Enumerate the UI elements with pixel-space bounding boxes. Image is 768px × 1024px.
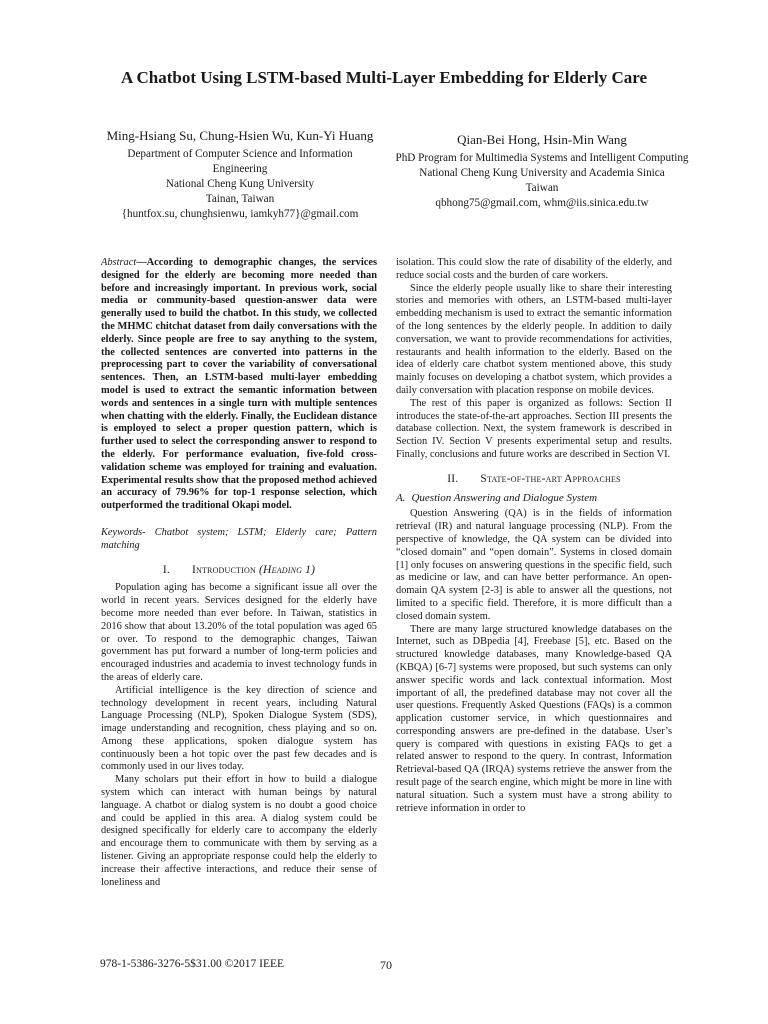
author-names: Ming-Hsiang Su, Chung-Hsien Wu, Kun-Yi Huang — [106, 128, 374, 143]
paper-title: A Chatbot Using LSTM-based Multi-Layer Embedding for Elderly Care — [120, 68, 648, 87]
author-names: Qian-Bei Hong, Hsin-Min Wang — [457, 132, 627, 147]
author-email: qbhong75@gmail.com, whm@iis.sinica.edu.tw — [435, 197, 649, 209]
abstract-text: —According to demographic changes, the services designed for the elderly are becoming more needed than before and increasingly important. In previous work, social media or community-based question-answer data were generally used to build the chatbot. In this study, we collected the MHMC chitchat dataset from daily conversations with the elderly. Since people are free to say anything to the system, the collected sentences are converted into patterns in the preprocessing part to cover the variability of conversational sentences. Then, an LSTM-based multi-layer embedding model is used to extract the semantic information between words and sentences in a single turn with multiple sentences when chatting with the elderly. Finally, the Euclidean distance is employed to select a proper question pattern, which is further used to select the corresponding answer to respond to the elderly. For performance evaluation, five-fold cross-validation scheme was employed for training and evaluation. Experimental results show that the proposed method achieved an accuracy of 79.96% for top-1 response selection, which outperformed the traditional Okapi model. — [101, 257, 377, 512]
abstract — [101, 257, 377, 513]
subsection-heading-qa: A. Question Answering and Dialogue System — [396, 491, 598, 504]
section-heading-state-of-the-art: II. State-of-the-art Approaches — [447, 472, 621, 485]
author-university: National Cheng Kung University — [165, 178, 315, 190]
author-email: {huntfox.su, chunghsienwu, iamkyh77}@gmail.com — [121, 208, 359, 220]
abstract-label: Abstract — [101, 257, 137, 268]
right-column — [396, 257, 672, 815]
author-city: Tainan, Taiwan — [205, 193, 275, 205]
author-department: PhD Program for Multimedia Systems and Intelligent Computing — [395, 152, 689, 164]
author-block-right — [392, 132, 692, 211]
footer-isbn: 978-1-5386-3276-5$31.00 ©2017 IEEE — [100, 958, 285, 970]
paragraph: Artificial intelligence is the key direction of science and technology development in recent years, including Natural Language Processing (NLP), Spoken Dialogue System (SDS), image understanding and recognition, chess playing and so on. Among these applications, spoken dialogue system has continuously been a hot topic over the past few decades and is commonly used in our lives today. — [101, 684, 377, 773]
author-university: National Cheng Kung University and Academia Sinica — [419, 167, 665, 179]
paragraph: Question Answering (QA) is in the fields of information retrieval (IR) and natural language processing (NLP). From the perspective of knowledge, the QA system can be divided into “closed domain” and “open domain”. Systems in closed domain [1] only focuses on answering questions in the specific field, such as medicine or law, and can have better performance. An open-domain QA system [2-3] is able to answer all the questions, not limited to a specific field. Therefore, it is more difficult than a closed domain system. — [396, 508, 672, 622]
author-department: Department of Computer Science and Information Engineering — [127, 148, 353, 175]
author-block-left — [100, 128, 380, 222]
paragraph: isolation. This could slow the rate of disability of the elderly, and reduce social costs and the burden of care workers. — [396, 257, 672, 281]
left-column — [101, 257, 377, 889]
author-city: Taiwan — [525, 182, 559, 194]
paragraph: Many scholars put their effort in how to build a dialogue system which can interact with human beings by natural language. A chatbot or dialog system is no doubt a good choice and could be applied in this area. A dialog system could be designed specifically for elderly care to accompany the elderly and encourage them to communicate with them by serving as a listener. Giving an appropriate response could help the elderly to increase their affective interactions, and reduce their sense of loneliness and — [101, 774, 377, 888]
keywords: Keywords- Chatbot system; LSTM; Elderly care; Pattern matching — [101, 526, 377, 551]
paragraph: Since the elderly people usually like to share their interesting stories and memories with others, an LSTM-based multi-layer embedding mechanism is used to extract the semantic information of the long sentences by the elderly people. In addition to daily conversation, we want to provide recommendations for activities, restaurants and health information to the elderly. Based on the idea of elderly care chatbot system mentioned above, this study mainly focuses on developing a chatbot system, which provides a daily conversation with placation response on mobile devices. — [396, 282, 672, 396]
paragraph: Population aging has become a significant issue all over the world in recent years. Services designed for the elderly have become more needed than ever before. In Taiwan, statistics in 2016 show that about 13.20% of the total population was aged 65 or over. To respond to the demographic changes, Taiwan government has put forward a number of long-term policies and encouraged industries and academia to invest technology funds in the areas of elderly care. — [101, 582, 377, 683]
paragraph: The rest of this paper is organized as follows: Section II introduces the state-of-the-art approaches. Section III presents the database collection. Next, the system framework is described in Section IV. Section V presents experimental setup and results. Finally, conclusions and future works are described in Section VI. — [396, 397, 672, 460]
section-heading-introduction: I. Introduction (Heading 1) — [162, 563, 316, 576]
page-number: 70 — [380, 958, 392, 972]
paragraph: There are many large structured knowledge databases on the Internet, such as DBpedia [4], Freebase [5], etc. Based on the structured knowledge databases, many Knowledge-based QA (KBQA) [6-7] systems were proposed, but such systems can only answer specific words and lack contextual information. Most important of all, the predefined database may not cover all the user questions. Frequently Asked Questions (FAQs) is a common application customer service, in which questionnaires and corresponding answers are pre-defined in the database. User’s query is compared with questions in existing FAQs to get a related answer to respond to the query. In contrast, Information Retrieval-based QA (IRQA) systems retrieve the answer from the result page of the search engine, which might be more in line with natural situation. Such a system must have a strong ability to retrieve information in order to — [396, 623, 672, 814]
